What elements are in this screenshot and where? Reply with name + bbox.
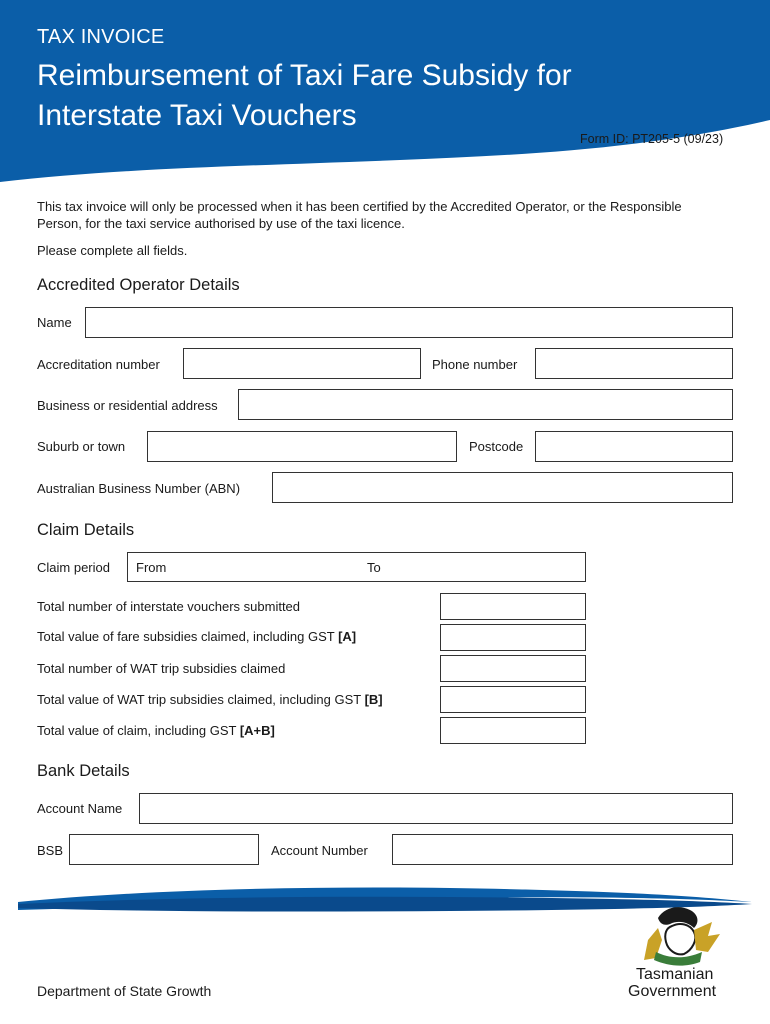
fare-value-input[interactable] — [440, 624, 586, 651]
address-label: Business or residential address — [37, 398, 218, 413]
intro-paragraph: This tax invoice will only be processed when it has been certified by the Accredited Operator, or the Responsible Person, for the taxi service authorised by use of the taxi licence. — [37, 199, 682, 231]
claim-period-to-label: To — [367, 560, 381, 575]
abn-label: Australian Business Number (ABN) — [37, 481, 241, 496]
form-title-line-1: Reimbursement of Taxi Fare Subsidy for — [37, 59, 572, 92]
wat-count-input[interactable] — [440, 655, 586, 682]
bsb-label: BSB — [37, 843, 64, 858]
claim-period-label: Claim period — [37, 560, 110, 575]
claim-period-field[interactable] — [127, 552, 586, 582]
form-title-line-2: Interstate Taxi Vouchers — [37, 99, 357, 132]
postcode-label: Postcode — [469, 439, 524, 454]
postcode-input[interactable] — [535, 431, 733, 462]
name-input[interactable] — [85, 307, 733, 338]
total-claim-code: [A+B] — [239, 723, 275, 738]
suburb-input[interactable] — [147, 431, 457, 462]
accreditation-number-input[interactable] — [183, 348, 421, 379]
account-number-input[interactable] — [392, 834, 733, 865]
document-type: TAX INVOICE — [37, 26, 165, 48]
logo-text-line-1: Tasmanian — [636, 966, 714, 983]
claim-section-heading: Claim Details — [37, 521, 135, 539]
account-name-input[interactable] — [139, 793, 733, 824]
claim-period-from-label: From — [136, 560, 167, 575]
vouchers-count-label: Total number of interstate vouchers submitted — [37, 599, 301, 614]
phone-number-label: Phone number — [432, 357, 518, 372]
phone-number-input[interactable] — [535, 348, 733, 379]
account-name-label: Account Name — [37, 801, 123, 816]
wat-value-code: [B] — [364, 692, 383, 707]
operator-section-heading: Accredited Operator Details — [37, 276, 240, 294]
fare-value-code: [A] — [338, 629, 357, 644]
department-name: Department of State Growth — [37, 983, 212, 999]
form-id: Form ID: PT205-5 (09/23) — [580, 132, 724, 146]
abn-input[interactable] — [272, 472, 733, 503]
vouchers-count-input[interactable] — [440, 593, 586, 620]
suburb-label: Suburb or town — [37, 439, 126, 454]
address-input[interactable] — [238, 389, 733, 420]
intro-instruction: Please complete all fields. — [37, 243, 188, 258]
total-claim-label: Total value of claim, including GST [A+B] — [37, 723, 275, 738]
total-claim-input[interactable] — [440, 717, 586, 744]
fare-value-label: Total value of fare subsidies claimed, including GST [A] — [37, 629, 357, 644]
logo-text-line-2: Government — [628, 983, 717, 1000]
account-number-label: Account Number — [271, 843, 368, 858]
accreditation-number-label: Accreditation number — [37, 357, 160, 372]
wat-value-label: Total value of WAT trip subsidies claimed, including GST [B] — [37, 692, 383, 707]
wat-value-input[interactable] — [440, 686, 586, 713]
bsb-input[interactable] — [69, 834, 259, 865]
name-label: Name — [37, 315, 72, 330]
wat-count-label: Total number of WAT trip subsidies claimed — [37, 661, 286, 676]
bank-section-heading: Bank Details — [37, 762, 130, 780]
